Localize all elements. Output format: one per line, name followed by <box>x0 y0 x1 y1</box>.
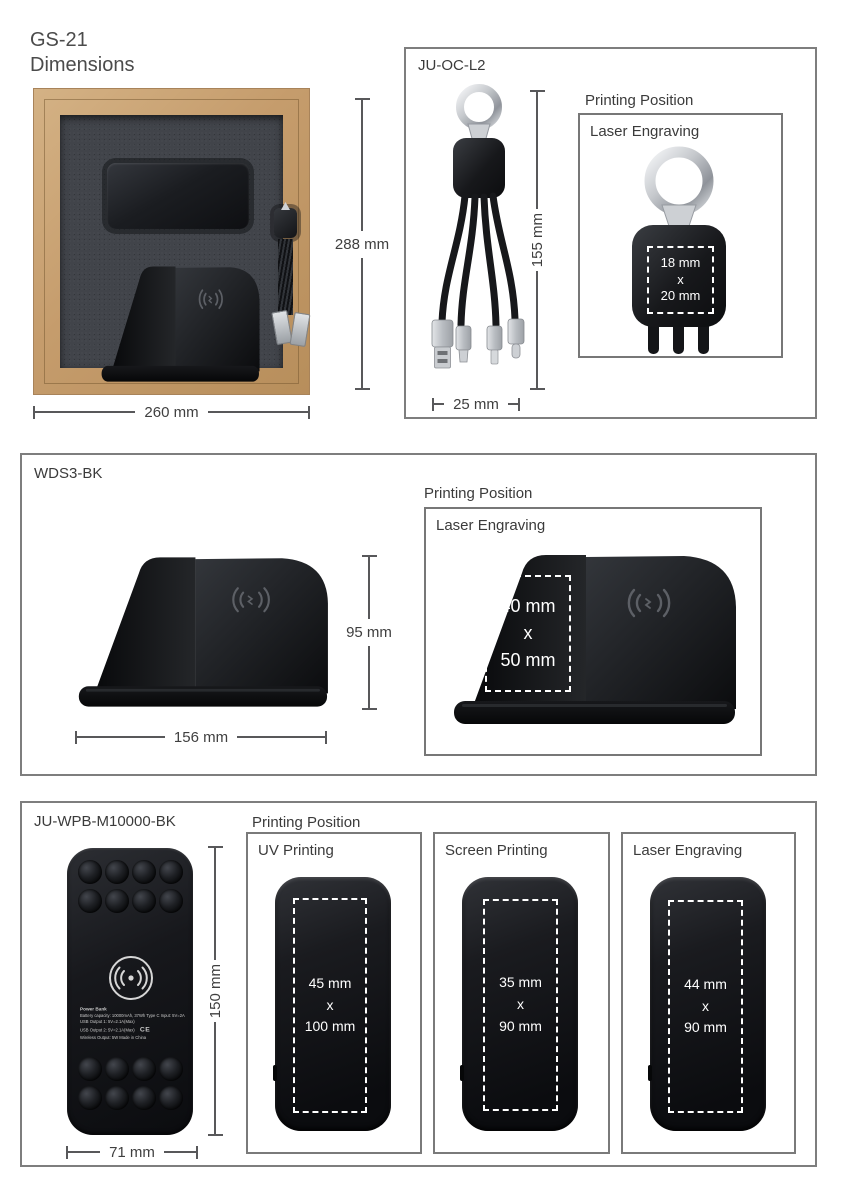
dimension-label: 150 mm <box>206 963 224 1019</box>
print-area: 44 mm x 90 mm <box>668 900 743 1113</box>
page-title: GS-21 <box>30 29 88 51</box>
method-label: Laser Engraving <box>436 517 546 534</box>
carabiner-ring-icon <box>460 88 498 126</box>
cable-in-box <box>265 203 325 433</box>
screen-printing-box <box>433 832 610 1154</box>
carabiner-ring-icon <box>650 152 708 210</box>
dimension-label: 95 mm <box>346 624 392 641</box>
dimension-label: 155 mm <box>528 212 546 268</box>
dimension-label: 260 mm <box>144 403 199 421</box>
print-area: 18 mm x 20 mm <box>647 246 714 314</box>
powerbank-spec-text: Power Bank Battery capacity: 10000mAh, 37Wh Type C Input: 5V=2A USB Output 1: 5V=2.1A(Max) USB Output 2: 5V=2.1A(Max) CE Wireless Output: 5W Made in China <box>80 1006 185 1040</box>
lightning-connector <box>487 326 502 364</box>
printing-position-title: Printing Position <box>585 92 694 109</box>
method-label: Screen Printing <box>445 842 548 859</box>
powerbank-back-photo <box>67 848 193 1135</box>
laser-engraving-box <box>424 507 762 756</box>
method-label: Laser Engraving <box>633 842 743 859</box>
laser-engraving-box <box>621 832 796 1154</box>
stand-width-dimension <box>75 730 327 744</box>
cable-model-label: JU-OC-L2 <box>418 57 486 74</box>
page-header <box>30 28 134 78</box>
cable-section-panel <box>404 47 817 419</box>
cable-connectors <box>266 309 318 351</box>
cable-height-dimension <box>530 90 544 390</box>
print-area: 40 mm x 50 mm <box>485 575 571 692</box>
usb-a-connector <box>432 320 453 368</box>
powerbank-section-panel <box>20 801 817 1167</box>
method-label: Laser Engraving <box>590 123 700 140</box>
laser-engraving-box <box>578 113 783 358</box>
dimension-label: 25 mm <box>453 395 499 413</box>
usb-c-connector <box>508 319 524 358</box>
dimension-label: 288 mm <box>334 235 390 253</box>
printing-position-title: Printing Position <box>252 814 361 831</box>
page-subtitle: Dimensions <box>30 54 135 76</box>
wireless-charging-icon <box>108 955 154 1001</box>
giftset-width-dimension <box>33 405 310 419</box>
stand-height-dimension <box>346 555 392 710</box>
dimension-label: 156 mm <box>173 728 229 746</box>
foam-insert <box>60 115 283 368</box>
method-label: UV Printing <box>258 842 334 859</box>
cable-strands <box>278 239 293 315</box>
cable-width-dimension <box>432 397 520 411</box>
dimension-label: 71 mm <box>109 1143 155 1161</box>
cable-photo <box>427 80 532 398</box>
uv-printing-box <box>246 832 422 1154</box>
powerbank-in-box <box>107 163 249 229</box>
stand-model-label: WDS3-BK <box>34 465 103 482</box>
print-area: 45 mm x 100 mm <box>293 898 367 1113</box>
print-area: 35 mm x 90 mm <box>483 899 558 1111</box>
ce-mark-icon: CE <box>139 1025 151 1034</box>
giftset-height-dimension <box>334 98 390 390</box>
cable-head <box>274 208 297 238</box>
wireless-stand-in-box <box>96 257 264 385</box>
stand-photo <box>70 545 335 711</box>
powerbank-height-dimension <box>208 846 222 1136</box>
gift-set-photo <box>33 88 310 395</box>
printing-position-title: Printing Position <box>424 485 533 502</box>
micro-usb-connector <box>456 326 471 362</box>
powerbank-width-dimension <box>66 1145 198 1159</box>
powerbank-model-label: JU-WPB-M10000-BK <box>34 813 176 830</box>
stand-section-panel <box>20 453 817 776</box>
